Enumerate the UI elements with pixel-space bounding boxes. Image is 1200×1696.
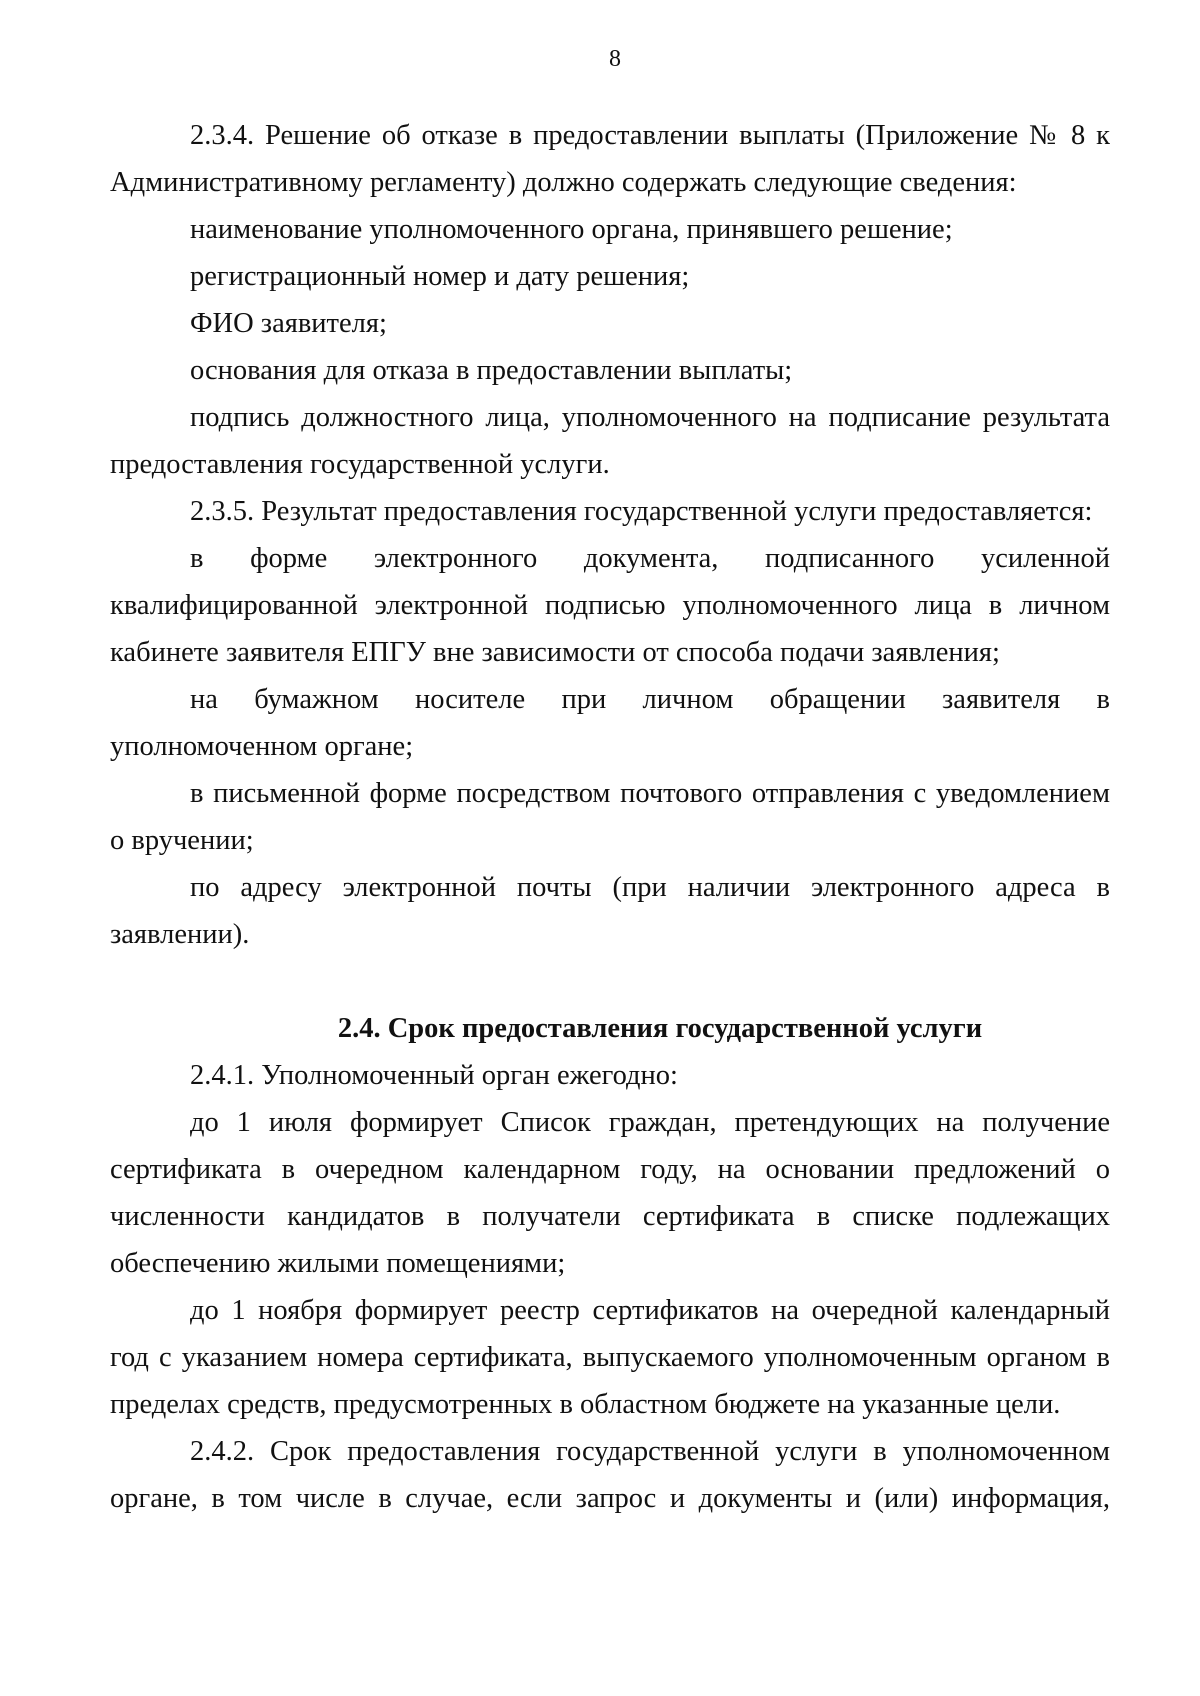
list-item-july-list: до 1 июля формирует Список граждан, претендующих на получение сертификата в очередном календарном году, на основании предложений о численности кандидатов в получатели сертификата в списке подлежащих обеспечению жилыми помещениями;: [110, 1107, 1110, 1279]
list-item-november-registry: до 1 ноября формирует реестр сертификатов на очередной календарный год с указанием номера сертификата, выпускаемого уполномоченным органом в пределах средств, предусмотренных в областном бюджете на указанные цели.: [110, 1295, 1110, 1420]
paragraph-2-3-4: 2.3.4. Решение об отказе в предоставлении выплаты (Приложение № 8 к Административному регламенту) должно содержать следующие сведения:: [110, 120, 1110, 198]
list-item-paper-carrier: на бумажном носителе при личном обращении заявителя в уполномоченном органе;: [110, 684, 1110, 762]
section-heading: 2.4. Срок предоставления государственной услуги: [337, 1013, 983, 1044]
document-body: [110, 112, 1110, 1522]
list-item-authority-name: наименование уполномоченного органа, принявшего решение;: [190, 214, 953, 245]
list-item-electronic-document: в форме электронного документа, подписанного усиленной квалифицированной электронной подписью уполномоченного лица в личном кабинете заявителя ЕПГУ вне зависимости от способа подачи заявления;: [110, 543, 1110, 668]
list-item-registration-number: регистрационный номер и дату решения;: [190, 261, 690, 292]
paragraph-2-3-5: 2.3.5. Результат предоставления государственной услуги предоставляется:: [190, 496, 1093, 527]
paragraph-2-4-1: 2.4.1. Уполномоченный орган ежегодно:: [190, 1060, 678, 1091]
paragraph-2-4-2: 2.4.2. Срок предоставления государственной услуги в уполномоченном органе, в том числе в случае, если запрос и документы и (или) информация,: [110, 1436, 1110, 1514]
section-spacer: [110, 958, 1110, 1005]
list-item-applicant-name: ФИО заявителя;: [190, 308, 387, 339]
page-number: 8: [609, 46, 621, 72]
list-item-refusal-grounds: основания для отказа в предоставлении выплаты;: [190, 355, 793, 386]
list-item-postal-form: в письменной форме посредством почтового отправления с уведомлением о вручении;: [110, 778, 1110, 856]
list-item-email: по адресу электронной почты (при наличии электронного адреса в заявлении).: [110, 872, 1110, 950]
list-item-official-signature: подпись должностного лица, уполномоченного на подписание результата предоставления государственной услуги.: [110, 402, 1110, 480]
